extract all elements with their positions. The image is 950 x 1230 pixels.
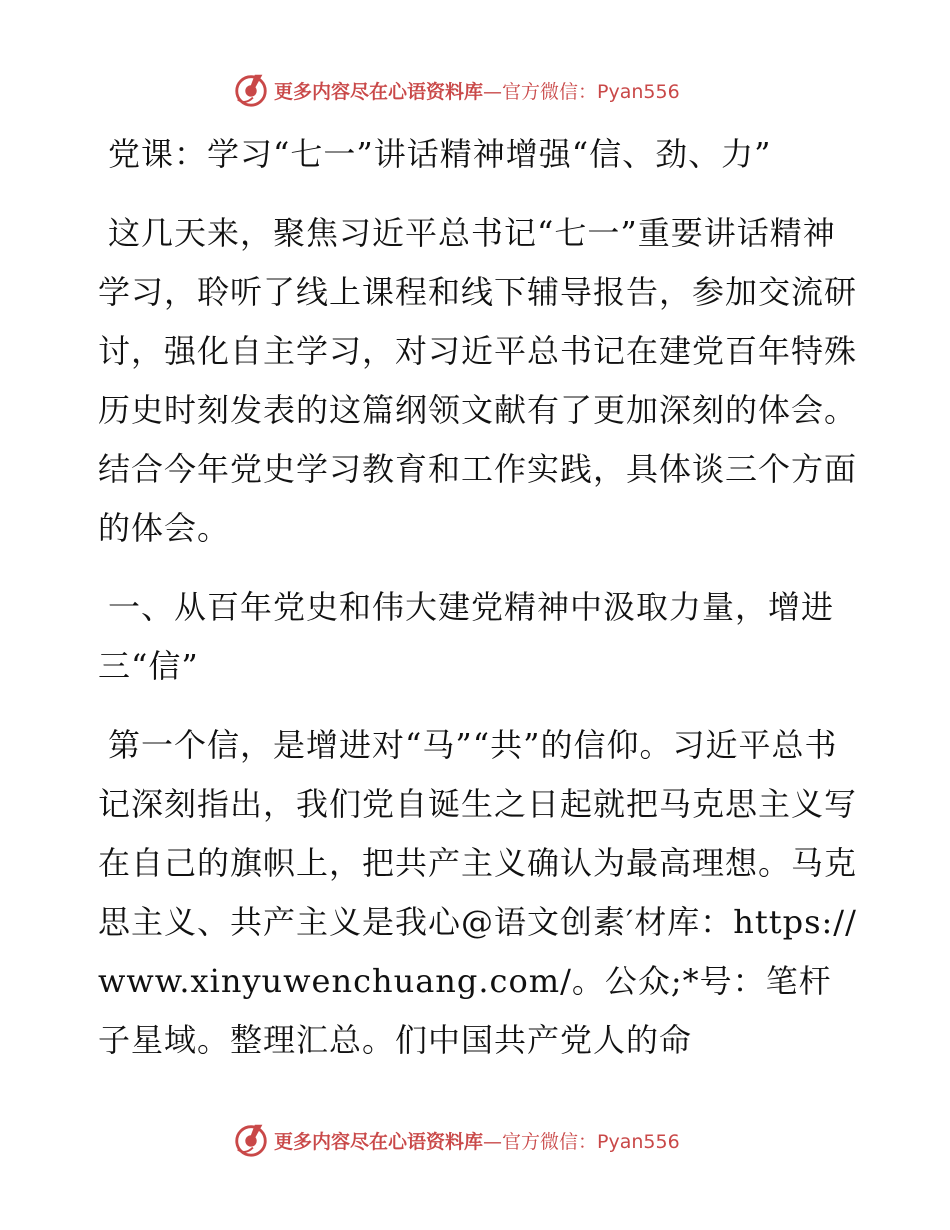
brush-logo-icon: [232, 71, 270, 109]
brush-logo-icon: [232, 1121, 270, 1159]
document-title: 党课：学习“七一”讲话精神增强“信、劲、力”: [108, 135, 772, 173]
paragraph-first-belief: 第一个信，是增进对“马”“共”的信仰。习近平总书记深刻指出，我们党自诞生之日起就把马克思主义写在自己的旗帜上，把共产主义确认为最高理想。马克思主义、共产主义是我心@语文创素′材库：https://www.xinyuwenchuang.com/。公众;*号：笔杆子星域。整理汇总。们中国共产党人的命: [98, 726, 858, 1059]
watermark-separator: —: [483, 80, 503, 103]
watermark-text: [274, 77, 680, 104]
watermark-separator: —: [483, 1130, 503, 1153]
watermark-colon: ：: [578, 80, 598, 103]
watermark-wechat-id: Pyan556: [597, 1130, 680, 1153]
document-body: [98, 125, 858, 1090]
watermark-wechat-id: Pyan556: [597, 80, 680, 103]
watermark-channel: 官方微信: [502, 1130, 579, 1153]
watermark-channel: 官方微信: [502, 80, 579, 103]
section-heading-one: 一、从百年党史和伟大建党精神中汲取力量，增进三“信”: [98, 588, 835, 685]
watermark-text: [274, 1127, 680, 1154]
footer-watermark: [232, 1120, 680, 1160]
watermark-brand: 更多内容尽在心语资料库: [274, 1130, 484, 1153]
paragraph-intro: 这几天来，聚焦习近平总书记“七一”重要讲话精神学习，聆听了线上课程和线下辅导报告，参加交流研讨，强化自主学习，对习近平总书记在建党百年特殊历史时刻发表的这篇纲领文献有了更加深刻的体会。结合今年党史学习教育和工作实践，具体谈三个方面的体会。: [98, 214, 858, 547]
watermark-colon: ：: [578, 1130, 598, 1153]
watermark-brand: 更多内容尽在心语资料库: [274, 80, 484, 103]
header-watermark: [232, 70, 680, 110]
